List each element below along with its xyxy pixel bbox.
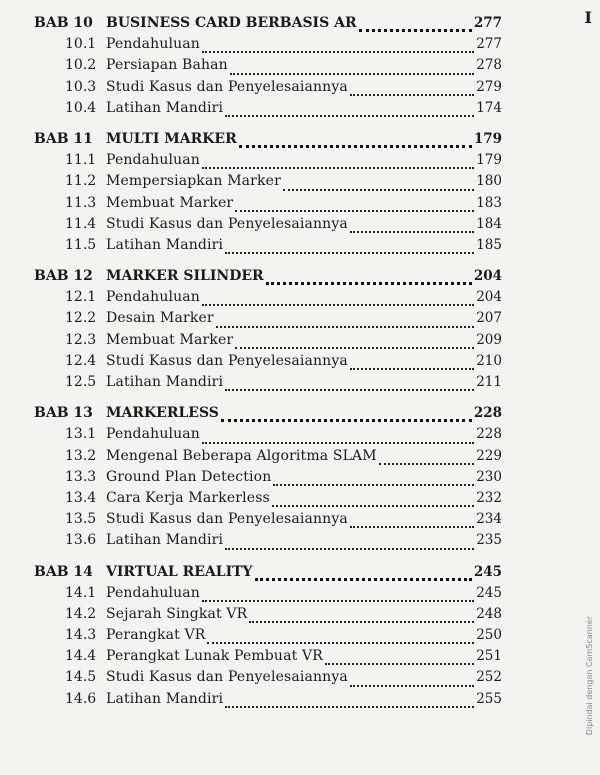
section-title: Studi Kasus dan Penyelesaiannya	[106, 215, 348, 232]
section-page-number: 230	[476, 468, 502, 485]
dot-leader	[350, 368, 474, 370]
dot-leader	[273, 484, 474, 486]
dot-leader	[225, 706, 474, 708]
section-page-number: 251	[476, 648, 502, 665]
section-entry	[34, 36, 502, 57]
chapter-title: MULTI MARKER	[106, 130, 237, 147]
section-page-number: 248	[476, 605, 502, 622]
section-title: Sejarah Singkat VR	[106, 605, 248, 622]
section-entry	[34, 100, 502, 121]
section-entry	[34, 669, 502, 690]
chapter-label: BAB 12	[34, 268, 93, 285]
section-entry	[34, 195, 502, 216]
section-title: Latihan Mandiri	[106, 690, 224, 707]
section-entry	[34, 532, 502, 553]
chapter-page-number: 245	[473, 563, 502, 580]
section-title: Latihan Mandiri	[106, 374, 224, 390]
chapter-block	[34, 405, 502, 553]
chapter-label: BAB 14	[34, 563, 93, 580]
section-page-number: 252	[476, 669, 502, 686]
section-entry	[34, 469, 502, 490]
chapter-page-number: 277	[473, 15, 502, 31]
dot-leader	[221, 419, 472, 422]
chapter-heading	[34, 15, 502, 36]
section-page-number: 235	[476, 532, 502, 549]
dot-leader	[272, 505, 474, 507]
section-number: 12.5	[65, 374, 97, 390]
chapter-block	[34, 268, 502, 395]
section-page-number: 234	[476, 511, 502, 528]
dot-leader	[202, 51, 474, 53]
section-title: Pendahuluan	[106, 584, 200, 601]
section-page-number: 179	[476, 152, 502, 169]
section-entry	[34, 448, 502, 469]
chapter-heading	[34, 131, 502, 152]
dot-leader	[225, 548, 474, 550]
section-title: Mempersiapkan Marker	[106, 173, 281, 190]
section-number: 10.2	[65, 57, 97, 74]
section-entry	[34, 310, 502, 331]
chapter-label: BAB 10	[34, 15, 93, 31]
chapter-heading	[34, 405, 502, 426]
chapter-page-number: 228	[473, 405, 502, 422]
dot-leader	[350, 231, 474, 233]
section-page-number: 250	[476, 627, 502, 644]
dot-leader	[350, 94, 474, 96]
chapter-heading	[34, 564, 502, 585]
dot-leader	[350, 685, 474, 687]
section-title: Pendahuluan	[106, 36, 200, 53]
dot-leader	[225, 115, 474, 117]
section-entry	[34, 216, 502, 237]
chapter-title: MARKER SILINDER	[106, 268, 264, 285]
section-page-number: 279	[476, 78, 502, 95]
chapter-title: VIRTUAL REALITY	[106, 563, 253, 580]
section-title: Studi Kasus dan Penyelesaiannya	[106, 352, 348, 369]
section-title: Studi Kasus dan Penyelesaiannya	[106, 669, 348, 686]
chapter-block	[34, 15, 502, 121]
dot-leader	[202, 600, 474, 602]
chapter-page-number: 179	[473, 130, 502, 147]
section-entry	[34, 152, 502, 173]
dot-leader	[350, 526, 474, 528]
section-title: Pendahuluan	[106, 426, 200, 443]
section-page-number: 228	[476, 426, 502, 443]
section-entry	[34, 374, 502, 395]
section-page-number: 278	[476, 57, 502, 74]
section-title: Membuat Marker	[106, 194, 234, 211]
section-title: Ground Plan Detection	[106, 468, 272, 485]
section-number: 12.1	[65, 289, 97, 306]
section-entry	[34, 353, 502, 374]
section-page-number: 209	[476, 331, 502, 348]
section-title: Perangkat Lunak Pembuat VR	[106, 648, 323, 665]
section-number: 14.6	[65, 690, 97, 707]
dot-leader	[379, 463, 474, 465]
section-page-number: 185	[476, 236, 502, 253]
section-entry	[34, 79, 502, 100]
section-entry	[34, 57, 502, 78]
section-number: 13.4	[65, 489, 97, 506]
dot-leader	[202, 442, 474, 444]
section-number: 11.4	[65, 215, 97, 232]
section-number: 13.2	[65, 447, 97, 464]
dot-leader	[255, 578, 472, 581]
section-title: Perangkat VR	[106, 627, 206, 644]
section-entry	[34, 426, 502, 447]
section-number: 14.4	[65, 648, 97, 665]
table-of-contents	[34, 15, 502, 722]
dot-leader	[235, 210, 474, 212]
section-number: 10.3	[65, 78, 97, 95]
section-page-number: 207	[476, 310, 502, 327]
section-title: Desain Marker	[106, 310, 214, 327]
section-number: 11.1	[65, 152, 97, 169]
section-entry	[34, 332, 502, 353]
section-title: Latihan Mandiri	[106, 532, 224, 549]
section-number: 10.4	[65, 99, 97, 116]
scanner-watermark: Dipindai dengan CamScanner	[585, 615, 594, 735]
section-number: 13.5	[65, 511, 97, 528]
dot-leader	[266, 282, 472, 285]
section-page-number: 277	[476, 36, 502, 53]
dot-leader	[239, 145, 472, 148]
section-entry	[34, 627, 502, 648]
section-page-number: 204	[476, 289, 502, 306]
section-number: 14.2	[65, 605, 97, 622]
section-entry	[34, 648, 502, 669]
dot-leader	[325, 663, 474, 665]
dot-leader	[230, 73, 474, 75]
dot-leader	[249, 621, 474, 623]
section-number: 10.1	[65, 36, 97, 53]
section-number: 13.3	[65, 468, 97, 485]
section-title: Latihan Mandiri	[106, 99, 224, 116]
side-letter: I	[584, 8, 592, 27]
section-entry	[34, 490, 502, 511]
dot-leader	[202, 167, 474, 169]
dot-leader	[235, 347, 474, 349]
section-number: 11.3	[65, 194, 97, 211]
section-title: Pendahuluan	[106, 152, 200, 169]
section-title: Cara Kerja Markerless	[106, 489, 270, 506]
dot-leader	[283, 189, 474, 191]
chapter-label: BAB 13	[34, 405, 93, 422]
dot-leader	[225, 252, 474, 254]
section-number: 12.3	[65, 331, 97, 348]
section-entry	[34, 691, 502, 712]
section-title: Membuat Marker	[106, 331, 234, 348]
chapter-title: BUSINESS CARD BERBASIS AR	[106, 15, 357, 31]
section-number: 13.1	[65, 426, 97, 443]
section-entry	[34, 511, 502, 532]
section-page-number: 211	[476, 374, 502, 390]
section-number: 13.6	[65, 532, 97, 549]
section-entry	[34, 173, 502, 194]
section-page-number: 255	[476, 690, 502, 707]
chapter-title: MARKERLESS	[106, 405, 219, 422]
section-number: 12.2	[65, 310, 97, 327]
section-page-number: 180	[476, 173, 502, 190]
section-page-number: 210	[476, 352, 502, 369]
chapter-heading	[34, 268, 502, 289]
section-number: 11.5	[65, 236, 97, 253]
dot-leader	[202, 304, 474, 306]
dot-leader	[359, 29, 472, 32]
section-entry	[34, 289, 502, 310]
dot-leader	[216, 326, 474, 328]
dot-leader	[225, 389, 474, 391]
chapter-block	[34, 131, 502, 258]
section-page-number: 229	[476, 447, 502, 464]
section-title: Mengenal Beberapa Algoritma SLAM	[106, 447, 377, 464]
section-page-number: 184	[476, 215, 502, 232]
chapter-page-number: 204	[473, 268, 502, 285]
section-number: 14.5	[65, 669, 97, 686]
section-title: Studi Kasus dan Penyelesaiannya	[106, 511, 348, 528]
section-title: Persiapan Bahan	[106, 57, 228, 74]
section-page-number: 232	[476, 489, 502, 506]
section-number: 14.3	[65, 627, 97, 644]
dot-leader	[207, 642, 474, 644]
section-page-number: 174	[476, 99, 502, 116]
chapter-label: BAB 11	[34, 130, 93, 147]
section-number: 14.1	[65, 584, 97, 601]
section-entry	[34, 606, 502, 627]
section-title: Latihan Mandiri	[106, 236, 224, 253]
section-number: 12.4	[65, 352, 97, 369]
section-entry	[34, 585, 502, 606]
chapter-block	[34, 564, 502, 712]
section-title: Studi Kasus dan Penyelesaiannya	[106, 78, 348, 95]
section-title: Pendahuluan	[106, 289, 200, 306]
section-number: 11.2	[65, 173, 97, 190]
section-entry	[34, 237, 502, 258]
section-page-number: 245	[476, 584, 502, 601]
section-page-number: 183	[476, 194, 502, 211]
